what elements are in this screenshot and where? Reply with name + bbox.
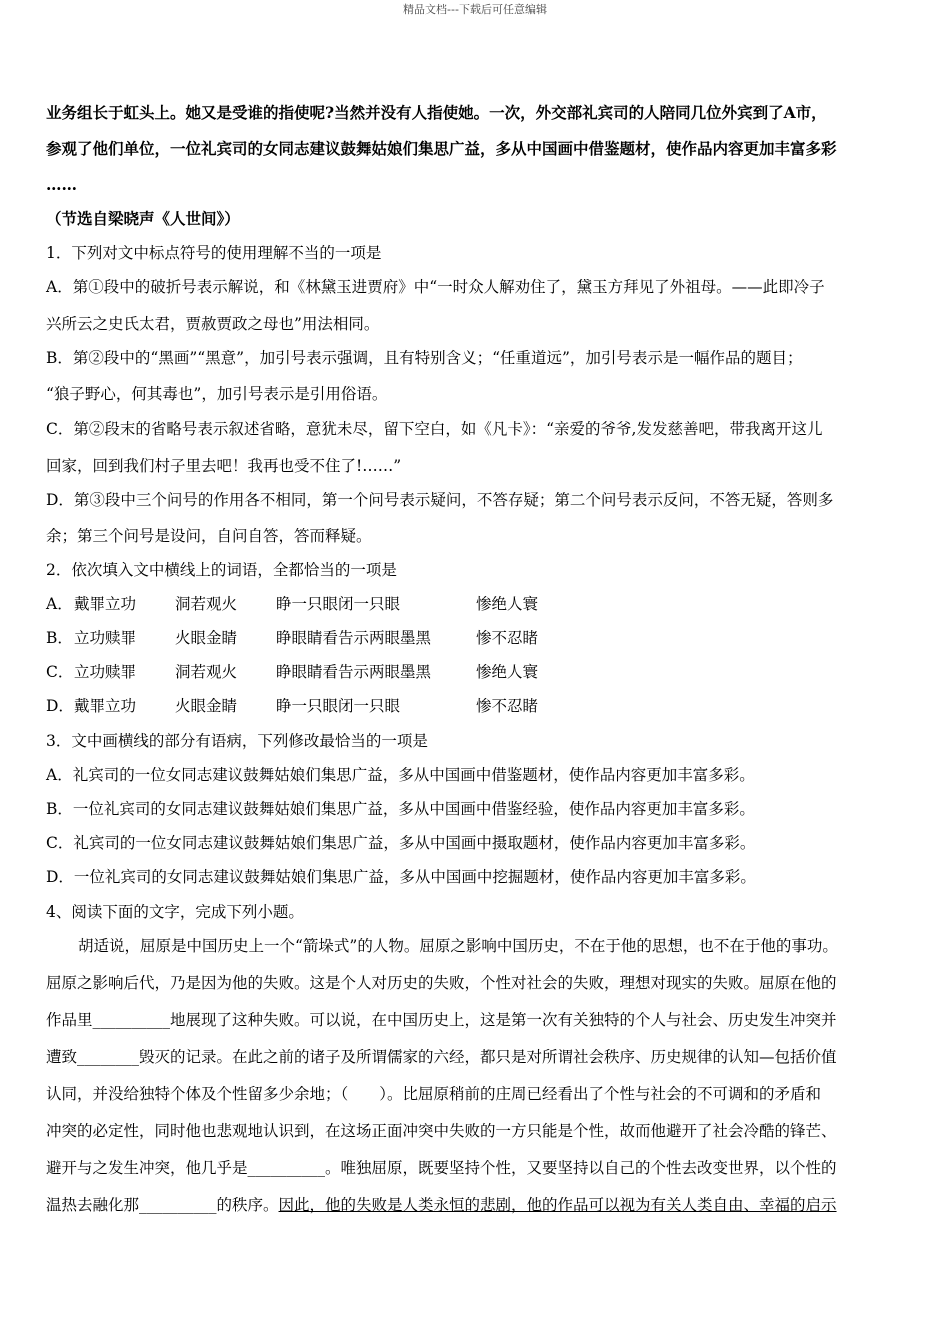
q4-passage-line: 认同，并没给独特个体及个性留多少余地；（ ）。比屈原稍前的庄周已经看出了个性与社会的不可调和的矛盾和 [46, 1085, 822, 1103]
fill-blank: ________ [77, 1048, 140, 1066]
option-word: 火眼金睛 [175, 629, 238, 647]
option-letter: C． [46, 663, 74, 681]
page-header: 精品文档---下载后可任意编辑 [403, 3, 547, 16]
option-word: 惨不忍睹 [476, 697, 539, 715]
q1-option-c: C．第②段末的省略号表示叙述省略，意犹未尽，留下空白，如《凡卡》：“亲爱的爷爷,发发慈善吧，带我离开这儿 [46, 420, 823, 438]
q4-passage-line: 冲突的必定性，同时他也悲观地认识到，在这场正面冲突中失败的一方只能是个性，故而他避开了社会冷酷的锋芒、 [46, 1122, 837, 1140]
option-word: 睁眼睛看告示两眼墨黑 [276, 663, 432, 681]
option-word: 戴罪立功 [74, 595, 137, 613]
underlined-sentence: 因此，他的失败是人类永恒的悲剧，他的作品可以视为有关人类自由、幸福的启示 [278, 1196, 837, 1214]
q1-option-b: B．第②段中的“黑画”“黑意”，加引号表示强调，且有特别含义；“任重道远”，加引号表示是一幅作品的题目； [46, 349, 803, 367]
q1-option-a-cont: 兴所云之史氏太君，贾赦贾政之母也”用法相同。 [46, 315, 380, 333]
option-word: 洞若观火 [175, 663, 238, 681]
option-letter: A． [46, 595, 73, 613]
q4-passage-line [46, 1047, 837, 1067]
passage-ellipsis: …… [46, 175, 77, 194]
option-word: 戴罪立功 [74, 697, 137, 715]
question-1-stem: 1．下列对文中标点符号的使用理解不当的一项是 [46, 244, 382, 262]
q1-option-b-cont: “狼子野心，何其毒也”，加引号表示是引用俗语。 [46, 385, 388, 403]
question-2-stem: 2．依次填入文中横线上的词语，全都恰当的一项是 [46, 561, 397, 579]
option-word: 洞若观火 [175, 595, 238, 613]
option-letter: D． [46, 697, 74, 715]
option-word: 惨不忍睹 [476, 629, 539, 647]
q4-passage-line [46, 1195, 837, 1215]
q1-option-d-cont: 余；第三个问号是设问，自问自答，答而释疑。 [46, 527, 372, 545]
q4-passage-line [46, 1010, 837, 1030]
option-word: 睁一只眼闭一只眼 [276, 697, 401, 715]
question-4-stem: 4、阅读下面的文字，完成下列小题。 [46, 903, 304, 921]
q3-option-b: B．一位礼宾司的女同志建议鼓舞姑娘们集思广益，多从中国画中借鉴经验，使作品内容更加丰富多彩。 [46, 800, 755, 818]
passage-line: 业务组长于虹头上。她又是受谁的指使呢?当然并没有人指使她。一次，外交部礼宾司的人陪同几位外宾到了A市， [46, 103, 827, 122]
q4-passage-line: 胡适说，屈原是中国历史上一个“箭垛式”的人物。屈原之影响中国历史，不在于他的思想，也不在于他的事功。 [78, 937, 838, 955]
fill-blank: __________ [247, 1159, 326, 1177]
passage-text: 避开与之发生冲突，他几乎是 [46, 1159, 248, 1177]
q1-option-c-cont: 回家，回到我们村子里去吧！我再也受不住了!……” [46, 457, 402, 475]
q3-option-c: C．礼宾司的一位女同志建议鼓舞姑娘们集思广益，多从中国画中摄取题材，使作品内容更加丰富多彩。 [46, 834, 756, 852]
option-word: 惨绝人寰 [476, 663, 539, 681]
passage-source: （节选自梁晓声《人世间》） [46, 209, 240, 228]
fill-blank: __________ [92, 1011, 171, 1029]
passage-line: 参观了他们单位，一位礼宾司的女同志建议鼓舞姑娘们集思广益，多从中国画中借鉴题材，使作品内容更加丰富多彩 [46, 139, 837, 158]
passage-text: 的秩序。 [216, 1196, 279, 1214]
q3-option-d: D．一位礼宾司的女同志建议鼓舞姑娘们集思广益，多从中国画中挖掘题材，使作品内容更加丰富多彩。 [46, 868, 756, 886]
passage-text: 毁灭的记录。在此之前的诸子及所谓儒家的六经，都只是对所谓社会秩序、历史规律的认知—包括价值 [139, 1048, 837, 1066]
passage-text: 温热去融化那 [46, 1196, 140, 1214]
q4-passage-line [46, 1158, 837, 1178]
option-word: 火眼金睛 [175, 697, 238, 715]
question-3-stem: 3．文中画横线的部分有语病，下列修改最恰当的一项是 [46, 732, 428, 750]
option-letter: B． [46, 629, 73, 647]
option-word: 睁眼睛看告示两眼墨黑 [276, 629, 432, 647]
passage-text: 地展现了这种失败。可以说，在中国历史上，这是第一次有关独特的个人与社会、历史发生冲突并 [170, 1011, 837, 1029]
fill-blank: __________ [139, 1196, 217, 1214]
option-word: 睁一只眼闭一只眼 [276, 595, 401, 613]
passage-text: 遭致 [46, 1048, 78, 1066]
option-word: 立功赎罪 [74, 663, 137, 681]
passage-text: 。唯独屈原，既要坚持个性，又要坚持以自己的个性去改变世界，以个性的 [325, 1159, 837, 1177]
q3-option-a: A．礼宾司的一位女同志建议鼓舞姑娘们集思广益，多从中国画中借鉴题材，使作品内容更加丰富多彩。 [46, 766, 755, 784]
q1-option-a: A．第①段中的破折号表示解说，和《林黛玉进贾府》中“一时众人解劝住了，黛玉方拜见了外祖母。——此即冷子 [46, 278, 825, 296]
option-word: 惨绝人寰 [476, 595, 539, 613]
q4-passage-line: 屈原之影响后代，乃是因为他的失败。这是个人对历史的失败，个性对社会的失败，理想对现实的失败。屈原在他的 [46, 974, 837, 992]
option-word: 立功赎罪 [74, 629, 137, 647]
passage-text: 作品里 [46, 1011, 93, 1029]
q1-option-d: D．第③段中三个问号的作用各不相同，第一个问号表示疑问，不答存疑；第二个问号表示反问，不答无疑，答则多 [46, 491, 834, 509]
